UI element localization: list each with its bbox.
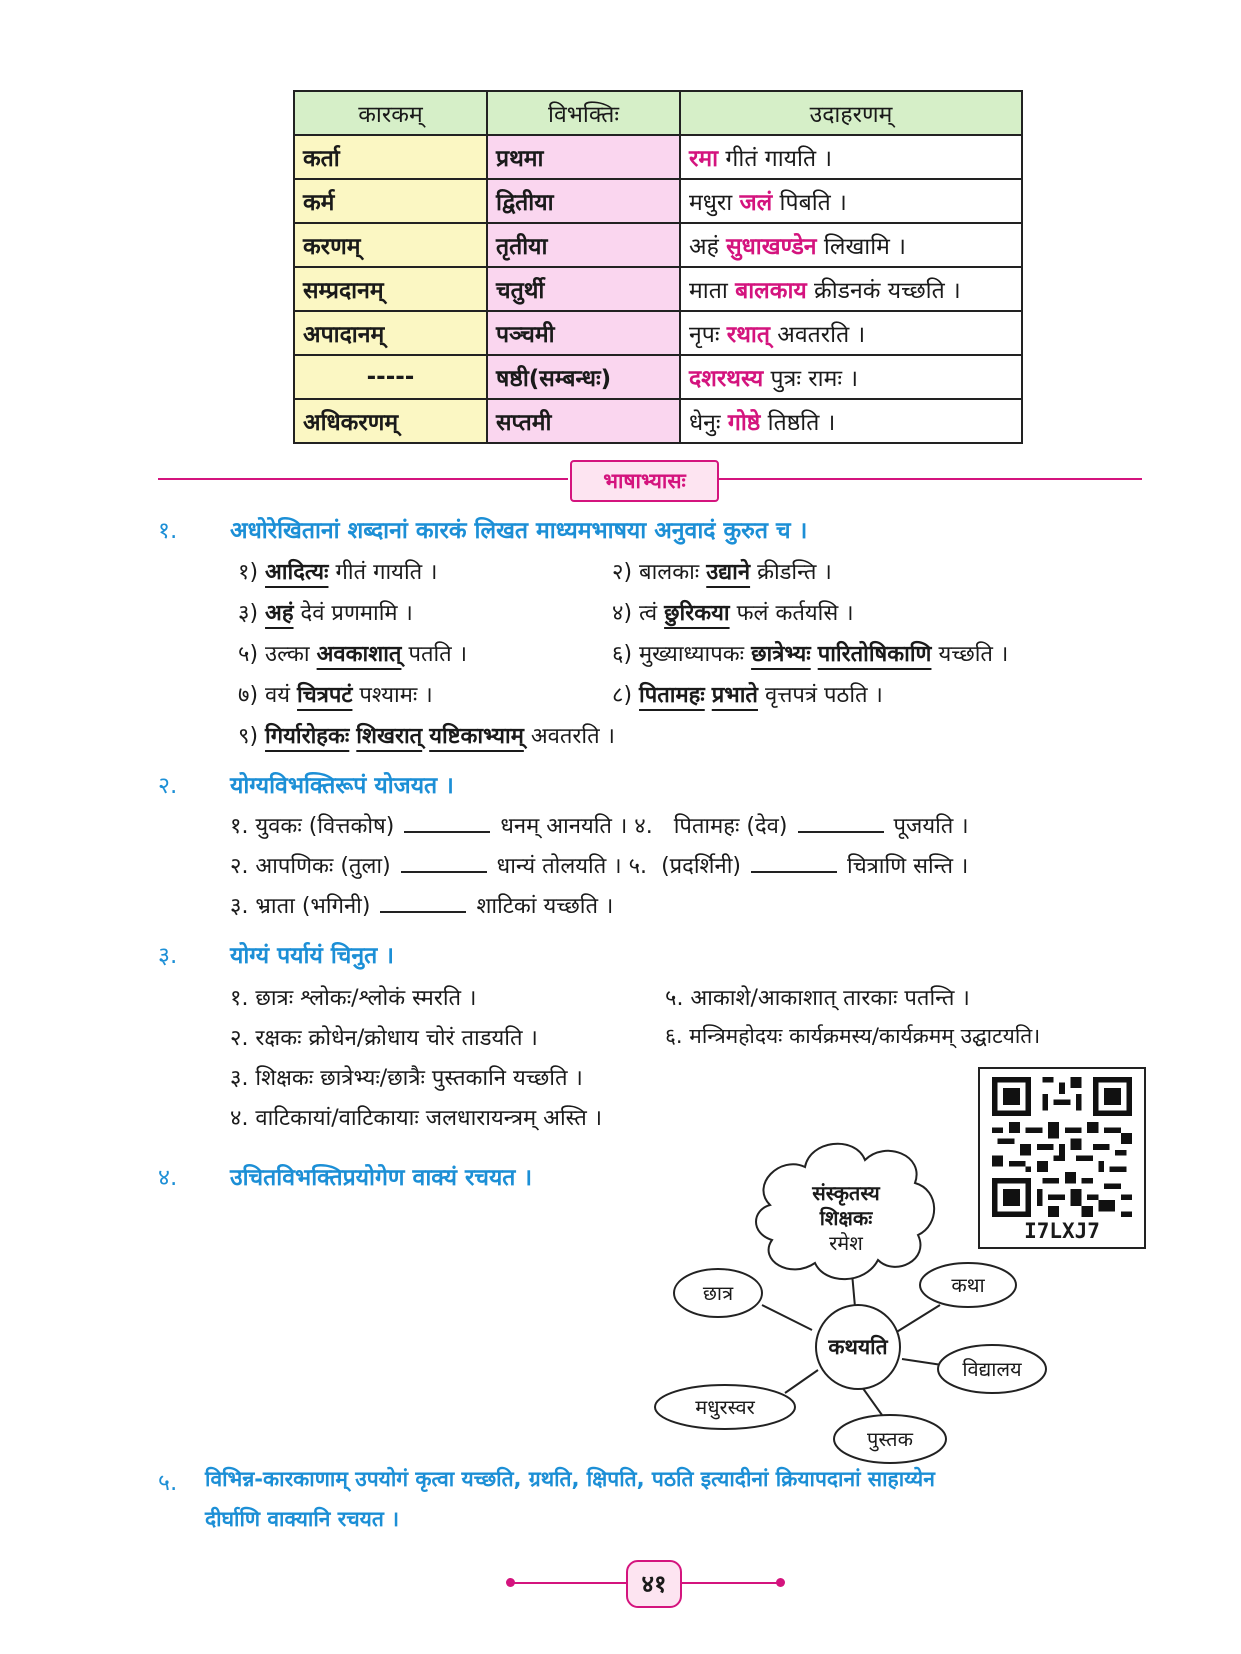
q1-item: १) आदित्यः गीतं गायति । [238,560,438,585]
connector-line [862,1387,882,1415]
table-row [294,135,1022,179]
q1-item: ५) उल्का अवकाशात् पतति । [238,642,468,667]
karaka-cell: अधिकरणम् [294,399,487,443]
table-row [294,399,1022,443]
answer-blank[interactable] [380,911,466,913]
connector-line [902,1359,942,1365]
q3-item: ६. मन्त्रिमहोदयः कार्यक्रमस्य/कार्यक्रमम् उद्घाटयति। [665,1024,1041,1048]
karaka-table [293,90,1023,444]
table-row [294,355,1022,399]
q3-item: ४. वाटिकायां/वाटिकायाः जलधारायन्त्रम् अस्ति । [230,1106,603,1131]
connector-line [762,1305,812,1330]
q1-item: २) बालकाः उद्याने क्रीडन्ति । [612,560,832,585]
q1-item: ६) मुख्याध्यापकः छात्रेभ्यः पारितोषिकाणि यच्छति । [612,642,1009,667]
header-karaka: कारकम् [294,91,487,135]
vibhakti-cell: सप्तमी [487,399,680,443]
qr-code-label: I7LXJ7 [1024,1219,1100,1243]
q5-line2: दीर्घाणि वाक्यानि रचयत । [205,1507,400,1531]
karaka-cell: सम्प्रदानम् [294,267,487,311]
q2-line: ३. भ्राता (भगिनी) शाटिकां यच्छति । [230,894,614,919]
vibhakti-cell: पञ्चमी [487,311,680,355]
node-label: कथा [951,1273,985,1297]
header-vibhakti: विभक्तिः [487,91,680,135]
node-label: मधुरस्वर [695,1395,755,1419]
answer-blank[interactable] [404,831,490,833]
example-cell: धेनुः गोष्ठे तिष्ठति । [680,399,1022,443]
example-cell: माता बालकाय क्रीडनकं यच्छति । [680,267,1022,311]
example-cell: दशरथस्य पुत्रः रामः । [680,355,1022,399]
page-number: ४१ [626,1560,682,1608]
divider-left [158,478,568,480]
q3-item: ५. आकाशे/आकाशात् तारकाः पतन्ति । [665,986,970,1011]
vibhakti-cell: तृतीया [487,223,680,267]
q2-number: २. [158,773,178,799]
q5-number: ५. [158,1470,178,1496]
table-header-row [294,91,1022,135]
q2-line: २. आपणिकः (तुला) धान्यं तोलयति । ५. (प्रदर्शिनी) चित्राणि सन्ति । [230,854,969,879]
divider-right [717,478,1142,480]
q2-title: योग्यविभक्तिरूपं योजयत । [230,773,454,799]
vibhakti-cell: षष्ठी(सम्बन्धः) [487,355,680,399]
q1-item: ९) गिर्यारोहकः शिखरात् यष्टिकाभ्याम् अवतरति । [238,724,615,749]
footer-dot-right [776,1578,785,1587]
q2-line: १. युवकः (वित्तकोष) धनम् आनयति । ४. पितामहः (देव) पूजयति । [230,814,969,839]
karaka-cell: कर्म [294,179,487,223]
answer-blank[interactable] [751,871,837,873]
word-web-diagram [640,1125,1080,1465]
karaka-cell: ----- [294,355,487,399]
node-label: विद्यालय [962,1357,1022,1381]
cloud-line3: रमेश [829,1231,863,1255]
q3-number: ३. [158,943,178,969]
q3-item: १. छात्रः श्लोकः/श्लोकं स्मरति । [230,986,477,1011]
center-label: कथयति [828,1335,888,1359]
vibhakti-cell: चतुर्थी [487,267,680,311]
q1-title: अधोरेखितानां शब्दानां कारकं लिखत माध्यमभाषया अनुवादं कुरुत च । [230,518,808,544]
q1-item: ४) त्वं छुरिकया फलं कर्तयसि । [612,601,854,626]
karaka-cell: कर्ता [294,135,487,179]
node-label: पुस्तक [867,1427,913,1451]
table-row [294,223,1022,267]
example-cell: अहं सुधाखण्डेन लिखामि । [680,223,1022,267]
example-cell: रमा गीतं गायति । [680,135,1022,179]
table-row [294,179,1022,223]
q3-item: ३. शिक्षकः छात्रेभ्यः/छात्रैः पुस्तकानि यच्छति । [230,1066,583,1091]
connector-line [785,1370,818,1393]
q4-title: उचितविभक्तिप्रयोगेण वाक्यं रचयत । [230,1165,533,1191]
q3-title: योग्यं पर्यायं चिनुत । [230,943,394,969]
q1-item: ३) अहं देवं प्रणमामि । [238,601,413,626]
answer-blank[interactable] [401,871,487,873]
vibhakti-cell: प्रथमा [487,135,680,179]
footer-dot-left [506,1578,515,1587]
karaka-cell: करणम् [294,223,487,267]
q1-item: ७) वयं चित्रपटं पश्यामः । [238,683,433,708]
q5-line1: विभिन्न-कारकाणाम् उपयोगं कृत्वा यच्छति, ग्रथति, क्षिपति, पठति इत्यादीनां क्रियापदानां साहाय्येन [205,1467,935,1491]
section-banner: भाषाभ्यासः [570,460,719,502]
table-row [294,311,1022,355]
q1-item: ८) पितामहः प्रभाते वृत्तपत्रं पठति । [612,683,883,708]
header-example: उदाहरणम् [680,91,1022,135]
vibhakti-cell: द्वितीया [487,179,680,223]
example-cell: नृपः रथात् अवतरति । [680,311,1022,355]
q3-item: २. रक्षकः क्रोधेन/क्रोधाय चोरं ताडयति । [230,1026,538,1051]
q4-number: ४. [158,1165,178,1191]
karaka-cell: अपादानम् [294,311,487,355]
cloud-line2: शिक्षकः [819,1206,873,1230]
answer-blank[interactable] [798,831,884,833]
example-cell: मधुरा जलं पिबति । [680,179,1022,223]
connector-line [895,1305,940,1333]
table-row [294,267,1022,311]
node-label: छात्र [702,1281,734,1305]
q1-number: १. [158,518,178,544]
cloud-line1: संस्कृतस्य [812,1181,880,1205]
